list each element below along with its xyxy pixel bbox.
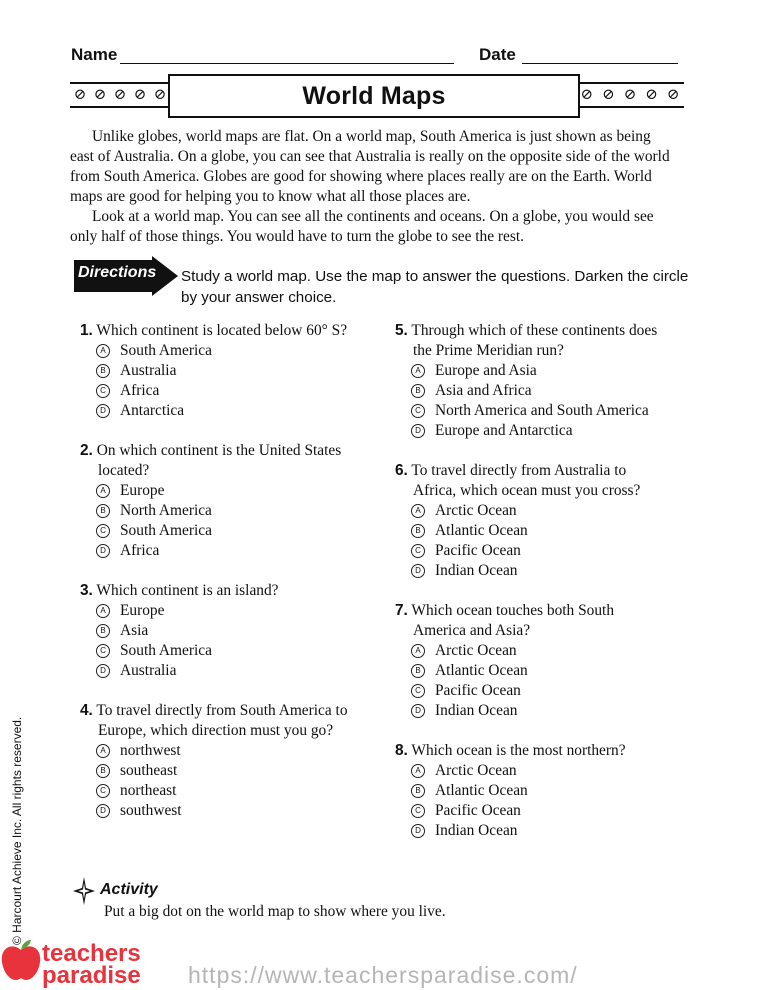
question-stem [80, 321, 380, 341]
question-number: 3. [80, 582, 93, 599]
answer-option[interactable] [395, 761, 695, 781]
question-number: 6. [395, 462, 408, 479]
question-text-continued: the Prime Meridian run? [413, 342, 564, 359]
answer-text: northwest [120, 742, 181, 759]
answer-bubble[interactable]: D [96, 804, 110, 818]
watermark-url[interactable]: https://www.teachersparadise.com/ [188, 962, 578, 988]
answer-bubble[interactable]: B [411, 524, 425, 538]
banner-left-band [70, 82, 170, 108]
answer-bubble[interactable]: A [411, 764, 425, 778]
answer-text: Pacific Ocean [435, 682, 521, 699]
answer-text: Pacific Ocean [435, 542, 521, 559]
question-number: 7. [395, 602, 408, 619]
answer-bubble[interactable]: C [411, 404, 425, 418]
answer-option[interactable] [80, 801, 380, 821]
question-3 [80, 581, 380, 681]
answer-text: South America [120, 342, 212, 359]
question-text: Which ocean is the most northern? [411, 742, 626, 759]
answer-option[interactable] [80, 641, 380, 661]
question-number: 2. [80, 442, 93, 459]
answer-bubble[interactable]: D [411, 824, 425, 838]
question-number: 4. [80, 702, 93, 719]
answer-bubble[interactable]: C [411, 684, 425, 698]
answer-text: Atlantic Ocean [435, 782, 528, 799]
answer-option[interactable] [80, 501, 380, 521]
question-text: Which continent is an island? [96, 582, 279, 599]
answer-text: Indian Ocean [435, 822, 518, 839]
copyright-notice: © Harcourt Achieve Inc. All rights reserved. [10, 716, 24, 945]
question-6 [395, 461, 695, 581]
answer-option[interactable] [395, 701, 695, 721]
banner-globe-icon: ⊘ [93, 87, 107, 103]
answer-bubble[interactable]: D [96, 404, 110, 418]
question-text-continued: Africa, which ocean must you cross? [413, 482, 641, 499]
answer-text: South America [120, 522, 212, 539]
answer-text: Europe and Asia [435, 362, 537, 379]
answer-text: Europe and Antarctica [435, 422, 573, 439]
answer-option[interactable] [395, 501, 695, 521]
banner-globe-icon: ⊘ [645, 87, 658, 103]
answer-option[interactable] [80, 761, 380, 781]
answer-option[interactable] [395, 781, 695, 801]
question-text: Which ocean touches both South [411, 602, 615, 619]
answer-option[interactable] [80, 621, 380, 641]
answer-option[interactable] [80, 341, 380, 361]
banner-globe-icon: ⊘ [666, 87, 680, 103]
answer-bubble[interactable]: D [96, 544, 110, 558]
answer-text: Antarctica [120, 402, 185, 419]
answer-bubble[interactable]: B [96, 624, 110, 638]
date-field[interactable] [522, 45, 678, 64]
answer-text: southeast [120, 762, 178, 779]
answer-bubble[interactable]: D [411, 424, 425, 438]
intro-paragraph-1: Unlike globes, world maps are flat. On a world map, South America is just shown as being east of Australia. On a globe, you can see that Australia is really on the opposite side of the world from South America. Globes are good for showing where places really are on the Earth. World maps are good for helping you to know what all those places are. [70, 128, 670, 205]
question-text: To travel directly from South America to [96, 702, 348, 719]
question-1 [80, 321, 380, 421]
page-title: World Maps [302, 81, 446, 110]
logo-word-teachers: teachers [42, 940, 141, 967]
answer-bubble[interactable]: D [411, 704, 425, 718]
sparkle-icon [72, 876, 96, 906]
answer-option[interactable] [395, 521, 695, 541]
answer-text: Arctic Ocean [435, 502, 517, 519]
answer-text: Indian Ocean [435, 562, 518, 579]
directions-label: Directions [78, 264, 157, 281]
banner-globe-icon: ⊘ [602, 87, 615, 103]
answer-bubble[interactable]: B [411, 664, 425, 678]
answer-bubble[interactable]: B [96, 764, 110, 778]
question-text-continued: Europe, which direction must you go? [98, 722, 334, 739]
date-label: Date [479, 45, 516, 64]
answer-bubble[interactable]: C [96, 784, 110, 798]
intro-paragraph-2: Look at a world map. You can see all the continents and oceans. On a globe, you would see only half of those things. You would have to turn the globe to see the rest. [70, 208, 654, 245]
question-stem [395, 741, 695, 761]
directions-text: Study a world map. Use the map to answer the questions. Darken the circle by your answer choice. [181, 268, 689, 306]
banner-globe-icon: ⊘ [623, 87, 637, 103]
question-number: 5. [395, 322, 408, 339]
question-7 [395, 601, 695, 721]
answer-bubble[interactable]: A [411, 504, 425, 518]
answer-text: Asia and Africa [435, 382, 532, 399]
answer-option[interactable] [395, 561, 695, 581]
answer-bubble[interactable]: A [96, 484, 110, 498]
question-text: On which continent is the United States [96, 442, 342, 459]
answer-text: northeast [120, 782, 177, 799]
banner-globe-icon: ⊘ [153, 87, 167, 103]
answer-bubble[interactable]: A [411, 364, 425, 378]
answer-option[interactable] [80, 401, 380, 421]
question-5 [395, 321, 695, 441]
answer-text: Australia [120, 662, 177, 679]
name-field[interactable] [120, 45, 454, 64]
answer-option[interactable] [395, 801, 695, 821]
answer-option[interactable] [80, 541, 380, 561]
answer-option[interactable] [395, 421, 695, 441]
answer-option[interactable] [80, 781, 380, 801]
answer-option[interactable] [395, 681, 695, 701]
banner-globe-icon: ⊘ [73, 87, 87, 103]
answer-bubble[interactable]: B [411, 784, 425, 798]
answer-bubble[interactable]: A [96, 604, 110, 618]
answer-option[interactable] [395, 661, 695, 681]
question-stem [80, 441, 380, 461]
answer-bubble[interactable]: A [96, 344, 110, 358]
answer-text: Atlantic Ocean [435, 662, 528, 679]
answer-bubble[interactable]: C [96, 644, 110, 658]
question-8 [395, 741, 695, 841]
answer-option[interactable] [395, 821, 695, 841]
question-number: 1. [80, 322, 93, 339]
answer-bubble[interactable]: D [96, 664, 110, 678]
answer-text: Arctic Ocean [435, 762, 517, 779]
answer-text: North America [120, 502, 212, 519]
question-text-continued: located? [98, 462, 150, 479]
title-box [168, 74, 580, 118]
answer-bubble[interactable]: C [96, 524, 110, 538]
answer-option[interactable] [395, 381, 695, 401]
answer-option[interactable] [395, 401, 695, 421]
question-stem [395, 461, 695, 481]
answer-option[interactable] [395, 541, 695, 561]
banner-globe-icon: ⊘ [133, 87, 147, 103]
apple-logo-icon [0, 938, 42, 984]
answer-bubble[interactable]: B [96, 504, 110, 518]
answer-bubble[interactable]: B [411, 384, 425, 398]
answer-bubble[interactable]: C [411, 804, 425, 818]
answer-text: Europe [120, 602, 165, 619]
answer-text: southwest [120, 802, 182, 819]
activity-text: Put a big dot on the world map to show where you live. [104, 903, 446, 920]
answer-option[interactable] [80, 381, 380, 401]
answer-text: North America and South America [435, 402, 649, 419]
answer-option[interactable] [80, 361, 380, 381]
answer-bubble[interactable]: A [96, 744, 110, 758]
question-stem [80, 581, 380, 601]
answer-text: Europe [120, 482, 165, 499]
banner-globe-icon: ⊘ [580, 87, 594, 103]
answer-bubble[interactable]: C [411, 544, 425, 558]
question-text: To travel directly from Australia to [411, 462, 627, 479]
answer-option[interactable] [80, 601, 380, 621]
answer-option[interactable] [395, 641, 695, 661]
banner-globe-icon: ⊘ [113, 87, 127, 103]
name-label: Name [71, 45, 118, 64]
question-stem [395, 601, 695, 621]
question-2 [80, 441, 380, 561]
question-number: 8. [395, 742, 408, 759]
answer-text: Atlantic Ocean [435, 522, 528, 539]
question-text: Through which of these continents does [411, 322, 658, 339]
answer-text: Australia [120, 362, 177, 379]
answer-text: South America [120, 642, 212, 659]
answer-text: Arctic Ocean [435, 642, 517, 659]
question-text-continued: America and Asia? [413, 622, 531, 639]
question-text: Which continent is located below 60° S? [96, 322, 348, 339]
answer-text: Indian Ocean [435, 702, 518, 719]
question-stem [80, 701, 380, 721]
answer-text: Asia [120, 622, 149, 639]
answer-bubble[interactable]: B [96, 364, 110, 378]
logo-word-paradise: paradise [42, 962, 141, 989]
question-stem [395, 321, 695, 341]
answer-option[interactable] [395, 361, 695, 381]
question-4 [80, 701, 380, 821]
answer-bubble[interactable]: D [411, 564, 425, 578]
answer-bubble[interactable]: A [411, 644, 425, 658]
answer-text: Africa [120, 542, 160, 559]
answer-text: Pacific Ocean [435, 802, 521, 819]
banner-right-band [576, 82, 684, 108]
answer-option[interactable] [80, 521, 380, 541]
answer-option[interactable] [80, 741, 380, 761]
answer-text: Africa [120, 382, 160, 399]
activity-title: Activity [100, 881, 158, 898]
answer-option[interactable] [80, 481, 380, 501]
answer-bubble[interactable]: C [96, 384, 110, 398]
answer-option[interactable] [80, 661, 380, 681]
